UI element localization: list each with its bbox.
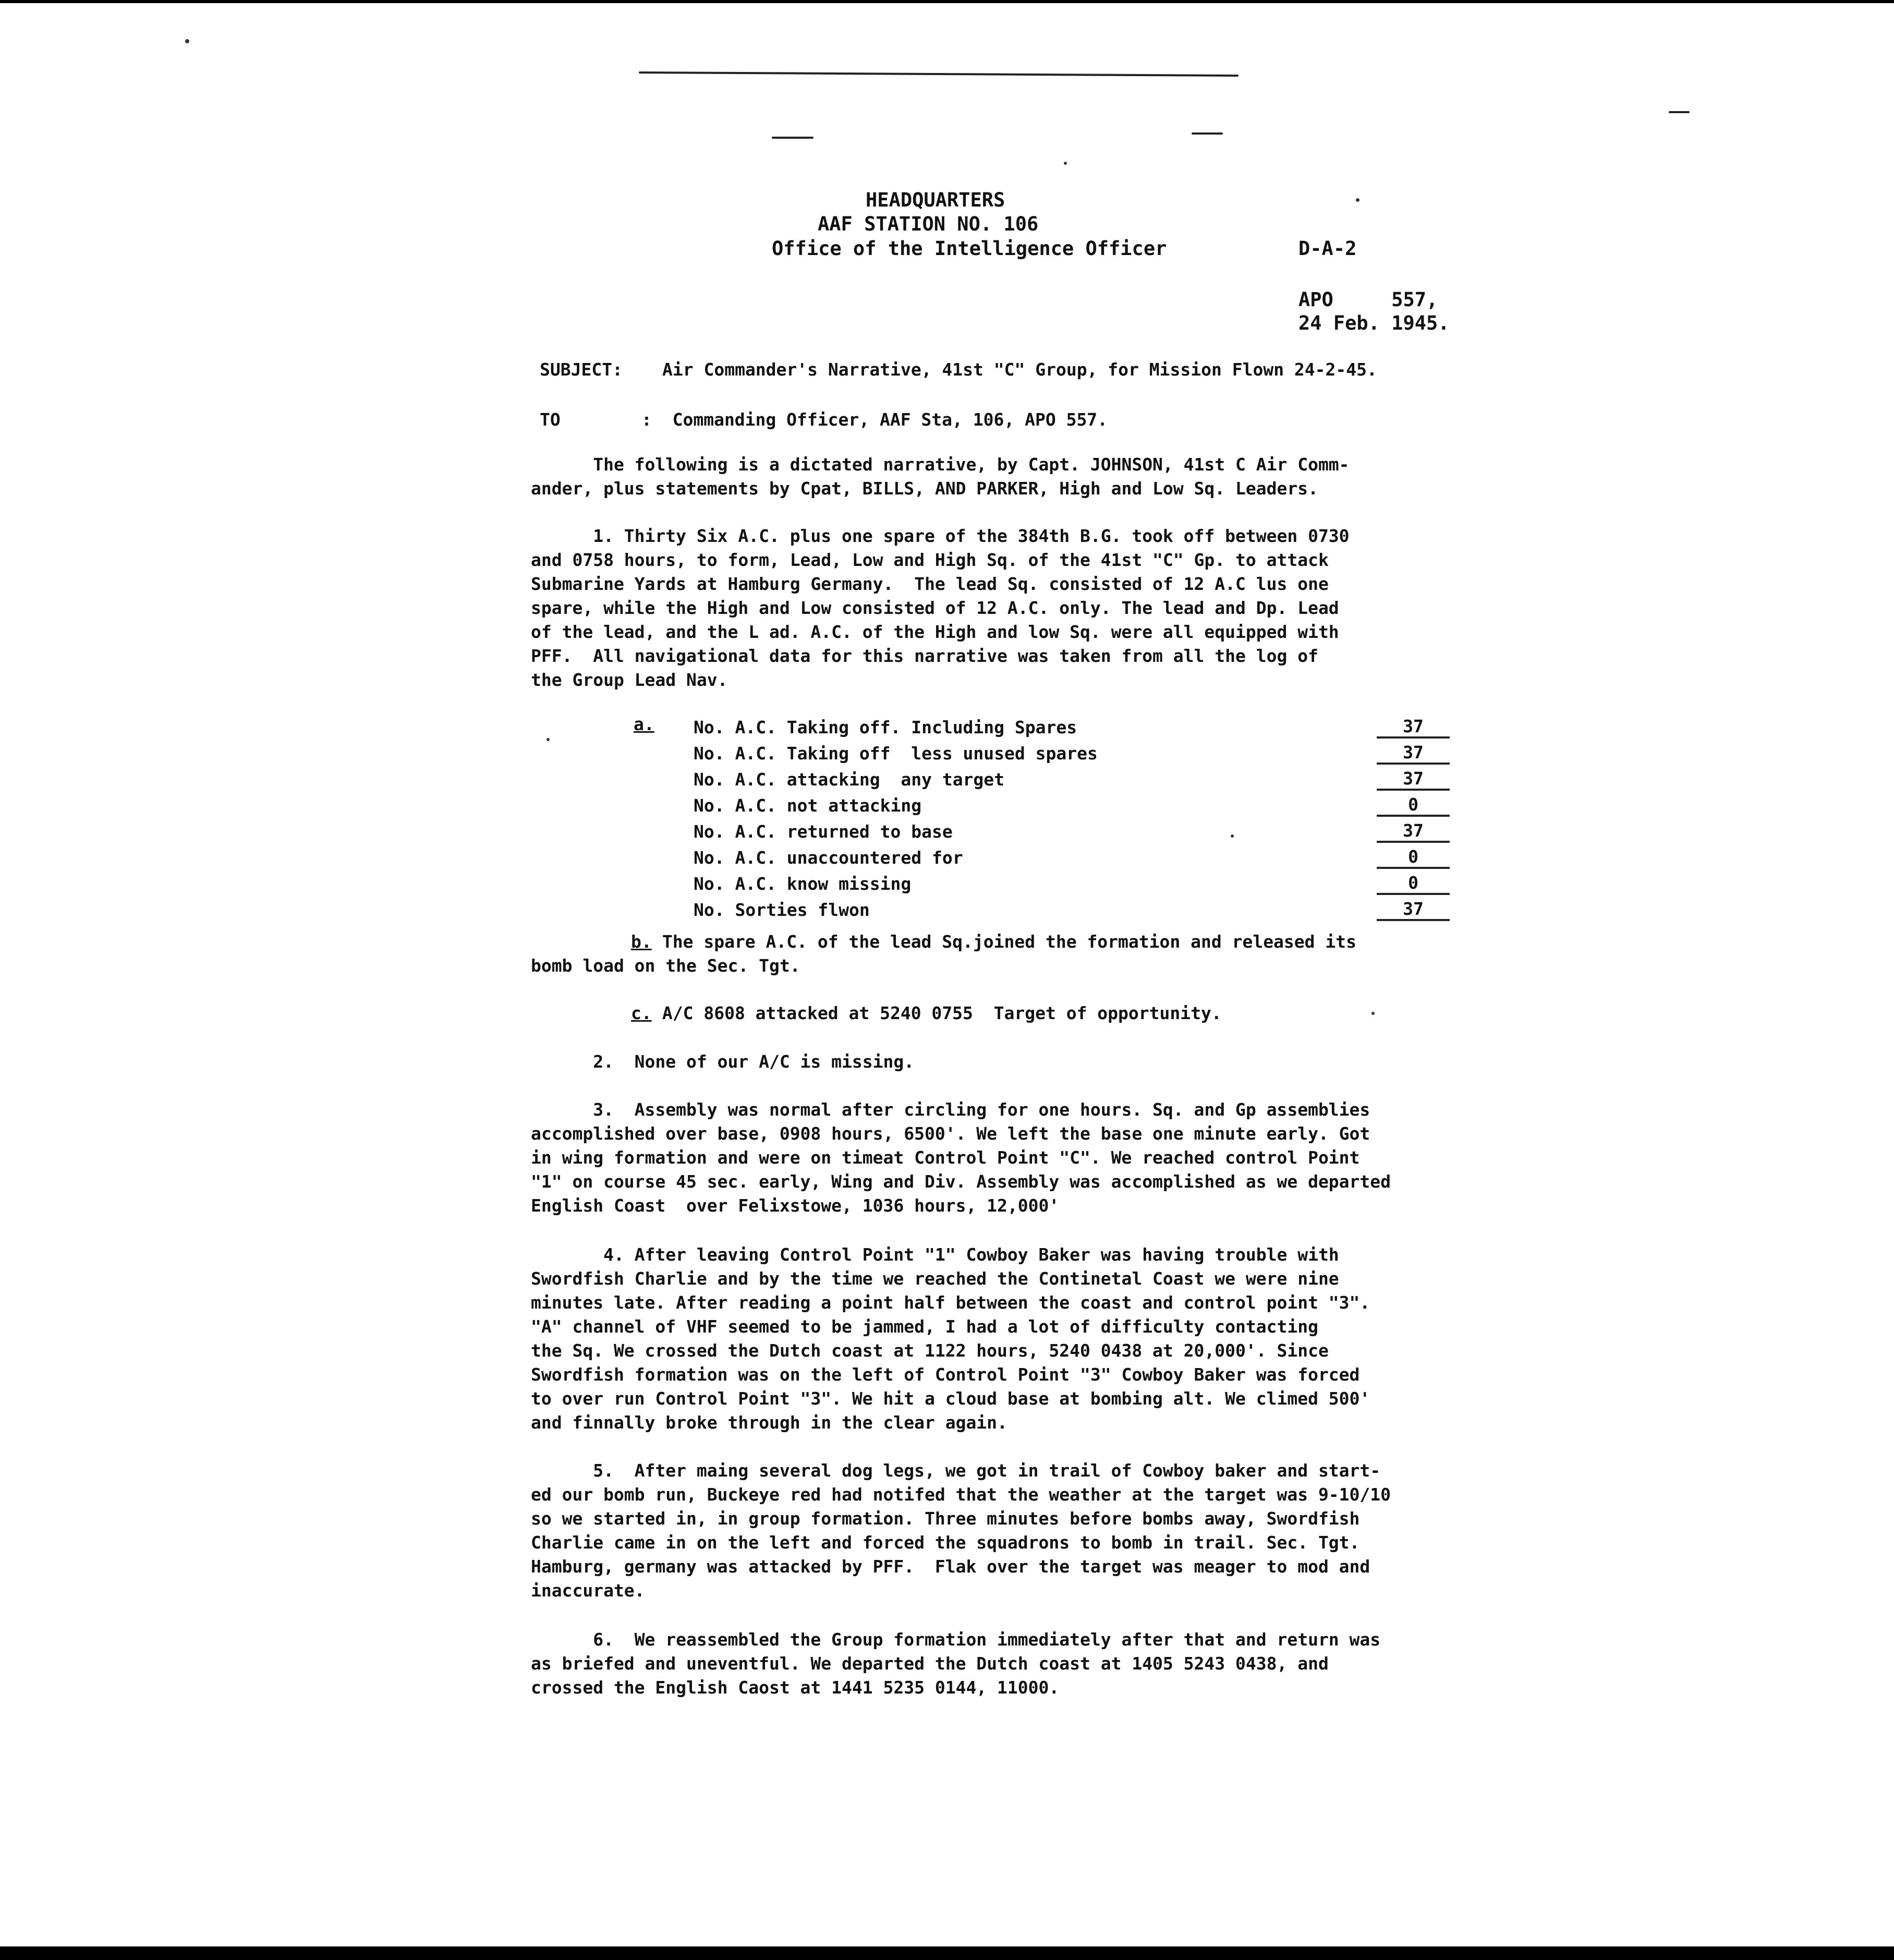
para4-line: Swordfish formation was on the left of Control Point "3" Cowboy Baker was forced — [531, 1364, 1360, 1385]
scan-mark-dash — [1669, 111, 1690, 113]
para1-line: PFF. All navigational data for this narrative was taken from all the log of — [531, 646, 1318, 666]
stats-row-label: No. A.C. Taking off less unused spares — [694, 743, 1098, 764]
para4-line: to over run Control Point "3". We hit a cloud base at bombing alt. We climed 500' — [531, 1388, 1370, 1409]
para4-line: the Sq. We crossed the Dutch coast at 1122 hours, 5240 0438 at 20,000'. Since — [531, 1340, 1329, 1361]
stats-row — [694, 842, 1450, 868]
para6-line: 6. We reassembled the Group formation immediately after that and return was — [531, 1629, 1381, 1650]
header-reference: D-A-2 — [1298, 237, 1357, 260]
stats-label: a. — [634, 714, 654, 734]
stats-row-value: 0 — [1377, 868, 1450, 894]
para3-line: "1" on course 45 sec. early, Wing and Div. Assembly was accomplished as we departed — [531, 1171, 1391, 1192]
para1-line: spare, while the High and Low consisted of 12 A.C. only. The lead and Dp. Lead — [531, 598, 1339, 618]
para5-line: Charlie came in on the left and forced the squadrons to bomb in trail. Sec. Tgt. — [531, 1532, 1360, 1553]
subject-label: SUBJECT: — [540, 359, 623, 380]
para4-line: "A" channel of VHF seemed to be jammed, I had a lot of difficulty contacting — [531, 1316, 1318, 1337]
scan-mark-dash — [772, 137, 814, 139]
para5-line: Hamburg, germany was attacked by PFF. Flak over the target was meager to mod and — [531, 1556, 1370, 1577]
stats-row-label: No. Sorties flwon — [694, 900, 870, 920]
para1c-label: c. — [631, 1003, 652, 1023]
stats-row — [694, 894, 1450, 920]
para3-line: 3. Assembly was normal after circling for one hours. Sq. and Gp assemblies — [531, 1099, 1370, 1120]
stats-row — [694, 764, 1450, 790]
scan-speck — [1356, 198, 1359, 202]
scan-speck — [547, 738, 550, 741]
header-apo: APO 557, — [1298, 288, 1438, 311]
stats-row-value: 37 — [1377, 712, 1450, 737]
para1-line: the Group Lead Nav. — [531, 670, 728, 690]
stats-row-label: No. A.C. returned to base — [694, 821, 953, 842]
header-headquarters: HEADQUARTERS — [866, 189, 1005, 211]
para3-line: in wing formation and were on timeat Control Point "C". We reached control Point — [531, 1147, 1360, 1168]
to-text: : Commanding Officer, AAF Sta, 106, APO 557. — [641, 409, 1108, 430]
para1-line: 1. Thirty Six A.C. plus one spare of the 384th B.G. took off between 0730 — [531, 526, 1350, 546]
para1b-label: b. — [631, 931, 652, 952]
para5-line: inaccurate. — [531, 1580, 645, 1601]
para4-line: minutes late. After reading a point half between the coast and control point "3". — [531, 1292, 1370, 1313]
para4-line: Swordfish Charlie and by the time we reached the Continetal Coast we were nine — [531, 1268, 1339, 1289]
stats-table — [694, 712, 1450, 921]
stats-row-label: No. A.C. Taking off. Including Spares — [694, 717, 1077, 737]
para1c-text: A/C 8608 attacked at 5240 0755 Target of opportunity. — [652, 1003, 1222, 1023]
scan-border-bottom — [0, 1946, 1894, 1960]
intro-line: The following is a dictated narrative, by Capt. JOHNSON, 41st C Air Comm- — [531, 454, 1350, 475]
para2-line: 2. None of our A/C is missing. — [531, 1051, 915, 1072]
scan-mark-line — [639, 71, 1239, 77]
header-station: AAF STATION NO. 106 — [818, 213, 1039, 235]
scan-speck — [185, 39, 189, 43]
para1-line: of the lead, and the L ad. A.C. of the High and low Sq. were all equipped with — [531, 622, 1339, 642]
para1b-line: bomb load on the Sec. Tgt. — [531, 955, 800, 976]
stats-row — [694, 712, 1450, 737]
stats-row — [694, 790, 1450, 816]
scan-speck — [1371, 1012, 1375, 1015]
stats-row-value: 37 — [1377, 737, 1450, 764]
para4-line: and finnally broke through in the clear again. — [531, 1412, 1007, 1433]
stats-row-value: 37 — [1377, 764, 1450, 790]
header-date: 24 Feb. 1945. — [1298, 312, 1450, 334]
to-label: TO — [540, 409, 561, 430]
para4-line: 4. After leaving Control Point "1" Cowboy Baker was having trouble with — [531, 1244, 1339, 1265]
stats-row — [694, 868, 1450, 894]
para3-line: English Coast over Felixstowe, 1036 hours, 12,000' — [531, 1195, 1060, 1216]
para6-line: crossed the English Caost at 1441 5235 0144, 11000. — [531, 1677, 1060, 1698]
para5-line: ed our bomb run, Buckeye red had notifed that the weather at the target was 9-10/10 — [531, 1484, 1391, 1505]
stats-row-value: 37 — [1377, 894, 1450, 920]
stats-row-label: No. A.C. unaccountered for — [694, 848, 963, 868]
scan-border-top — [0, 0, 1894, 3]
intro-line: ander, plus statements by Cpat, BILLS, AND PARKER, High and Low Sq. Leaders. — [531, 478, 1318, 499]
stats-row-value: 0 — [1377, 842, 1450, 868]
stats-row — [694, 737, 1450, 764]
para5-line: 5. After maing several dog legs, we got in trail of Cowboy baker and start- — [531, 1460, 1381, 1481]
para3-line: accomplished over base, 0908 hours, 6500'. We left the base one minute early. Got — [531, 1123, 1370, 1144]
stats-row-label: No. A.C. attacking any target — [694, 769, 1005, 790]
stats-row-label: No. A.C. know missing — [694, 874, 912, 894]
stats-row-value: 37 — [1377, 816, 1450, 842]
stats-row — [694, 816, 1450, 842]
stats-row-value: 0 — [1377, 790, 1450, 816]
stats-row-label: No. A.C. not attacking — [694, 795, 922, 816]
scan-mark-dash — [1192, 132, 1223, 135]
para5-line: so we started in, in group formation. Three minutes before bombs away, Swordfish — [531, 1508, 1360, 1529]
para1b-line: The spare A.C. of the lead Sq.joined the formation and released its — [652, 931, 1357, 952]
header-office: Office of the Intelligence Officer — [772, 237, 1167, 260]
para6-line: as briefed and uneventful. We departed the Dutch coast at 1405 5243 0438, and — [531, 1653, 1329, 1674]
subject-text: Air Commander's Narrative, 41st "C" Group, for Mission Flown 24-2-45. — [662, 359, 1377, 380]
scan-speck — [1064, 162, 1067, 165]
para1-line: Submarine Yards at Hamburg Germany. The lead Sq. consisted of 12 A.C lus one — [531, 574, 1329, 594]
para1-line: and 0758 hours, to form, Lead, Low and High Sq. of the 41st "C" Gp. to attack — [531, 550, 1329, 570]
